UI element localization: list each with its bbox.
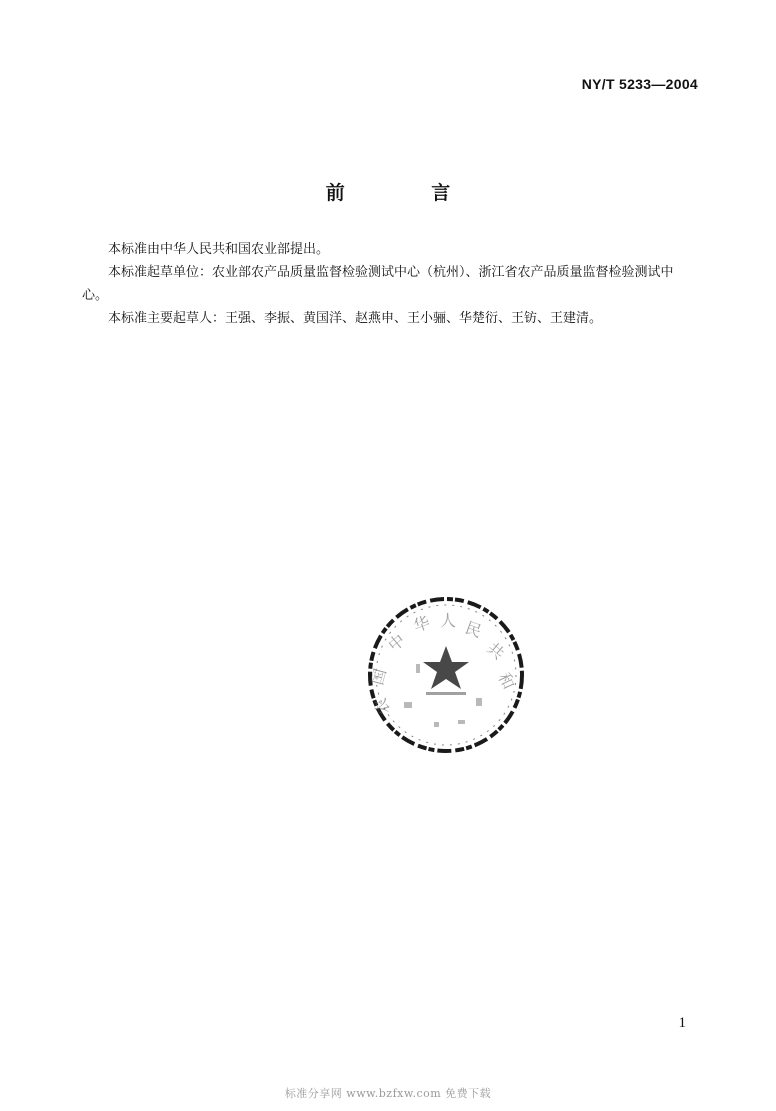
svg-text:农: 农 (370, 695, 394, 718)
paragraph-drafting-units-cont: 心。 (82, 288, 109, 303)
foreword-body (82, 238, 700, 330)
footer-watermark: 标准分享网 www.bzfxw.com 免费下载 (284, 1087, 492, 1100)
svg-text:共: 共 (483, 638, 508, 664)
page-number: 1 (678, 1015, 686, 1031)
standard-code: NY/T 5233—2004 (581, 76, 698, 92)
svg-text:和: 和 (494, 669, 519, 693)
official-seal-icon (364, 594, 528, 756)
svg-text:国: 国 (367, 666, 391, 688)
paragraph-drafters: 本标准主要起草人：王强、李振、黄国洋、赵燕申、王小骊、华楚衍、王钫、王建清。 (108, 311, 603, 326)
svg-text:人: 人 (440, 611, 457, 630)
svg-text:中: 中 (384, 630, 409, 656)
svg-text:华: 华 (410, 612, 433, 636)
paragraph-proposer: 本标准由中华人民共和国农业部提出。 (108, 242, 330, 257)
page-title: 前 言 (325, 182, 491, 204)
svg-text:民: 民 (462, 617, 485, 642)
paragraph-drafting-units: 本标准起草单位：农业部农产品质量监督检验测试中心（杭州）、浙江省农产品质量监督检验测试中 (108, 265, 674, 280)
